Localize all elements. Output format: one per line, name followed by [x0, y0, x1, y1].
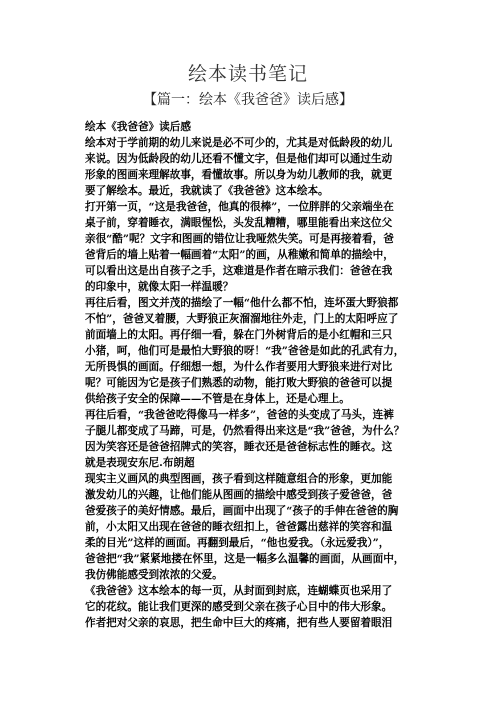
text-line: 小猪，呵，他们可是最怕大野狼的呀！“我”爸爸是如此的孔武有力，	[85, 345, 405, 357]
text-line: 前，小太阳又出现在爸爸的睡衣纽扣上，爸爸露出慈祥的笑容和温	[85, 521, 393, 533]
text-line: 不怕”，爸爸叉着腰，大野狼正灰溜溜地往外走，门上的太阳呼应了	[85, 313, 399, 325]
text-line: 它的花纹。能让我们更深的感受到父亲在孩子心目中的伟大形象。	[85, 601, 393, 613]
text-line: 再往后看，“我爸爸吃得像马一样多”，爸爸的头变成了马头，连裤	[85, 409, 394, 421]
text-line: 再往后看，图文并茂的描绘了一幅“他什么都不怕，连坏蛋大野狼都	[85, 297, 399, 309]
text-line: 《我爸爸》这本绘本的每一页，从封面到封底，连蝴蝶页也采用了	[85, 585, 393, 597]
text-line: 绘本《我爸爸》读后感	[85, 121, 191, 133]
text-line: 呢？可能因为它是孩子们熟悉的动物，能打败大野狼的爸爸可以提	[85, 377, 393, 389]
text-line: 因为笑容还是爸爸招牌式的笑容，睡衣还是爸爸标志性的睡衣。这	[85, 441, 393, 453]
text-line: 供给孩子安全的保障——不管是在身体上，还是心理上。	[85, 393, 350, 405]
text-line: 前面墙上的太阳。再仔细一看，躲在门外树背后的是小红帽和三只	[85, 329, 393, 341]
text-line: 子腿儿都变成了马蹄，可是，仍然看得出来这是“我”爸爸，为什么？	[85, 425, 405, 437]
text-line: 无所畏惧的画面。仔细想一想，为什么作者要用大野狼来进行对比	[85, 361, 393, 373]
document-title: 绘本读书笔记	[187, 63, 308, 85]
text-line: 激发幼儿的兴趣，让他们能从图画的描绘中感受到孩子爱爸爸，爸	[85, 489, 393, 501]
text-line: 爸爸把“我”紧紧地搂在怀里，这是一幅多么温馨的画面，从画面中，	[85, 553, 405, 565]
text-line: 来说。因为低龄段的幼儿还看不懂文字，但是他们却可以通过生动	[85, 153, 393, 165]
text-line: 柔的目光”这样的画面。再翻到最后，“他也爱我。（永远爱我）”，	[85, 537, 390, 549]
text-line: 形象的图画来理解故事，看懂故事。所以身为幼儿教师的我，就更	[85, 169, 393, 181]
section-heading: 【篇一：绘本《我爸爸》读后感】	[143, 92, 353, 108]
text-line: 现实主义画风的典型图画，孩子看到这样随意组合的形象，更加能	[85, 473, 393, 485]
text-line: 我仿佛能感受到浓浓的父爱。	[85, 569, 223, 581]
text-line: 爸爱孩子的美好情感。最后，画面中出现了“孩子的手伸在爸爸的胸	[85, 505, 399, 517]
text-line: 爸背后的墙上贴着一幅画着“太阳”的画，从稚嫩和简单的描绘中，	[85, 249, 394, 261]
text-line: 就是表现安东尼.布朗超	[85, 457, 195, 469]
text-line: 的印象中，就像太阳一样温暖？	[85, 281, 234, 293]
text-line: 绘本对于学前期的幼儿来说是必不可少的，尤其是对低龄段的幼儿	[85, 137, 393, 149]
body-text	[85, 119, 411, 631]
text-line: 作者把对父亲的哀思，把生命中巨大的疼痛，把有些人要留着眼泪	[85, 617, 393, 629]
text-line: 亲很“酷”呢？文字和图画的错位让我哑然失笑。可是再接着看，爸	[85, 233, 394, 245]
text-line: 要了解绘本。最近，我就读了《我爸爸》这本绘本。	[85, 185, 329, 197]
text-line: 可以看出这是出自孩子之手，这难道是作者在暗示我们：爸爸在我	[85, 265, 393, 277]
text-line: 打开第一页，“这是我爸爸，他真的很棒”，一位胖胖的父亲端坐在	[85, 201, 394, 213]
text-line: 桌子前，穿着睡衣，满眼惺忪，头发乱糟糟，哪里能看出来这位父	[85, 217, 393, 229]
